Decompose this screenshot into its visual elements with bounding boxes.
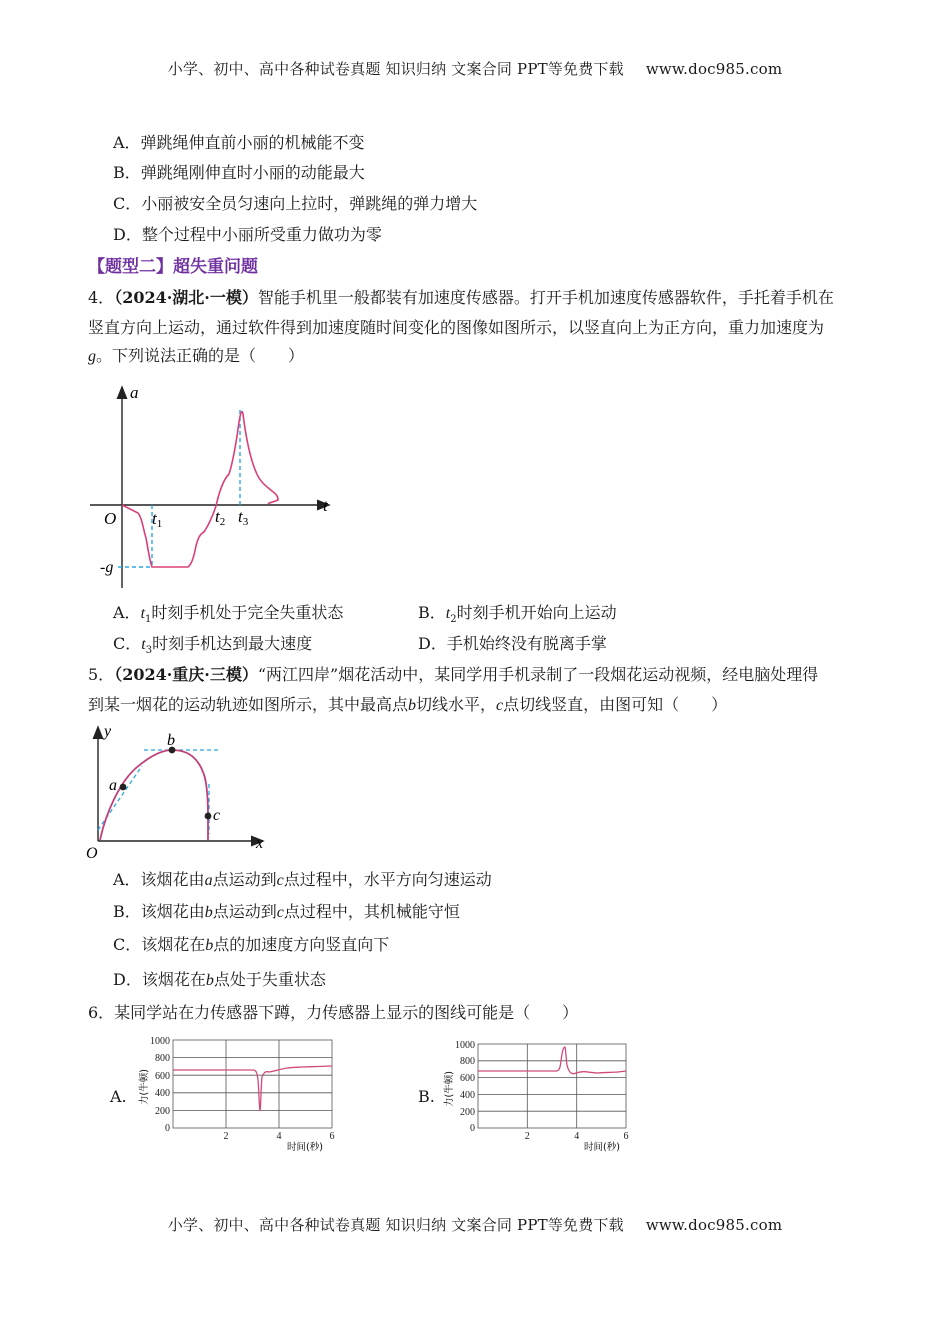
svg-text:800: 800 [155,1053,170,1064]
svg-text:600: 600 [460,1073,475,1084]
q6-question: 6．某同学站在力传感器下蹲，力传感器上显示的图线可能是（ ） [88,1003,579,1022]
q4-option-c: C．$t_3$时刻手机达到最大速度 [113,634,313,657]
svg-text:6: 6 [329,1131,335,1142]
q3-option-b: B．弹跳绳刚伸直时小丽的动能最大 [113,163,365,182]
footer-text: 小学、初中、高中各种试卷真题 知识归纳 文案合同 PPT等免费下载 [167,1216,624,1234]
q6b-force-curve [478,1047,626,1074]
svg-text:200: 200 [460,1107,475,1118]
q5-point-a [120,784,127,791]
q5-origin-label: O [86,845,98,862]
q5-line2: 到某一烟花的运动轨迹如图所示，其中最高点b切线水平，c点切线竖直，由图可知（ ） [88,695,728,714]
svg-text:800: 800 [460,1056,475,1067]
q4-accel-graph [88,378,348,598]
svg-text:200: 200 [155,1106,170,1117]
q5-b-label: b [167,732,175,749]
svg-text:600: 600 [155,1071,170,1082]
svg-text:1000: 1000 [455,1040,475,1051]
q5-option-d: D．该烟花在b点处于失重状态 [113,970,326,989]
svg-text:6: 6 [623,1131,629,1142]
q5-x-label: x [256,835,264,852]
svg-text:4: 4 [276,1131,282,1142]
q4-option-d: D．手机始终没有脱离手掌 [418,634,607,653]
q5-a-label: a [109,777,117,794]
q4-origin-label: O [104,509,117,528]
svg-text:400: 400 [460,1090,475,1101]
footer-url[interactable]: www.doc985.com [645,1216,783,1234]
header-url[interactable]: www.doc985.com [645,60,783,78]
svg-text:2: 2 [524,1131,530,1142]
q4-number: 4． [88,288,115,307]
q5-trajectory-graph [84,722,284,862]
q6-force-chart-a [135,1035,345,1155]
q4-t2-label: t2 [215,507,226,528]
q5-number: 5． [88,665,115,684]
q5-point-c [205,813,212,820]
q3-option-c: C．小丽被安全员匀速向上拉时，弹跳绳的弹力增大 [113,194,478,213]
q3-option-d: D．整个过程中小丽所受重力做功为零 [113,225,382,244]
page-header [0,58,950,79]
svg-text:0: 0 [470,1123,475,1134]
q5-text1: “两江四岸”烟花活动中，某同学用手机录制了一段烟花运动视频，经电脑处理得 [257,665,819,684]
q4-line3 [88,346,304,367]
q4-source: （2024·湖北·一模） [114,288,258,307]
q5-trajectory-curve [100,750,208,840]
q4-option-b: B．$t_2$时刻手机开始向上运动 [418,603,617,626]
section-title: 【题型二】超失重问题 [88,257,258,277]
q4-line2: 竖直方向上运动，通过软件得到加速度随时间变化的图像如图所示，以竖直向上为正方向，重力加速度为 [88,318,825,337]
q4-g-var: g [88,348,96,365]
q5-y-label: y [104,723,112,740]
svg-text:400: 400 [155,1088,170,1099]
q4-t3-label: t3 [238,507,249,528]
q5-line1 [88,665,818,685]
q5-source: （2024·重庆·三模） [114,665,258,684]
q4-t1-label: t1 [152,509,163,530]
q4-text3: 。下列说法正确的是（ ） [96,346,305,365]
q6-force-chart-b [440,1035,650,1155]
q6-option-b-label: B. [418,1087,435,1106]
svg-text:4: 4 [574,1131,580,1142]
q6a-x-axis-label: 时间(秒) [287,1142,323,1153]
svg-text:1000: 1000 [150,1036,170,1047]
q6b-y-axis-label: 力(牛顿) [444,1071,455,1107]
page-footer [0,1214,950,1235]
q5-option-b: B．该烟花由b点运动到c点过程中，其机械能守恒 [113,902,460,921]
q5-option-a: A．该烟花由a点运动到c点过程中，水平方向匀速运动 [113,870,492,889]
q4-t-label: t [323,496,328,515]
q6a-force-curve [173,1066,332,1111]
q4-accel-curve [122,412,278,567]
q5-c-label: c [213,807,221,824]
q4-line1 [88,288,834,308]
q6-option-a-label: A. [110,1087,127,1106]
svg-text:0: 0 [165,1123,170,1134]
q4-neg-g-label: -g [100,559,114,576]
q5-option-c: C．该烟花在b点的加速度方向竖直向下 [113,935,390,954]
header-text: 小学、初中、高中各种试卷真题 知识归纳 文案合同 PPT等免费下载 [167,60,624,78]
q6b-x-axis-label: 时间(秒) [584,1142,620,1153]
svg-text:2: 2 [223,1131,229,1142]
q4-a-label: a [130,383,139,402]
q3-option-a: A．弹跳绳伸直前小丽的机械能不变 [113,133,365,152]
q4-option-a: A．$t_1$时刻手机处于完全失重状态 [113,603,344,626]
q4-text1: 智能手机里一般都装有加速度传感器。打开手机加速度传感器软件，手托着手机在 [257,288,834,307]
q6a-y-axis-label: 力(牛顿) [139,1069,150,1105]
